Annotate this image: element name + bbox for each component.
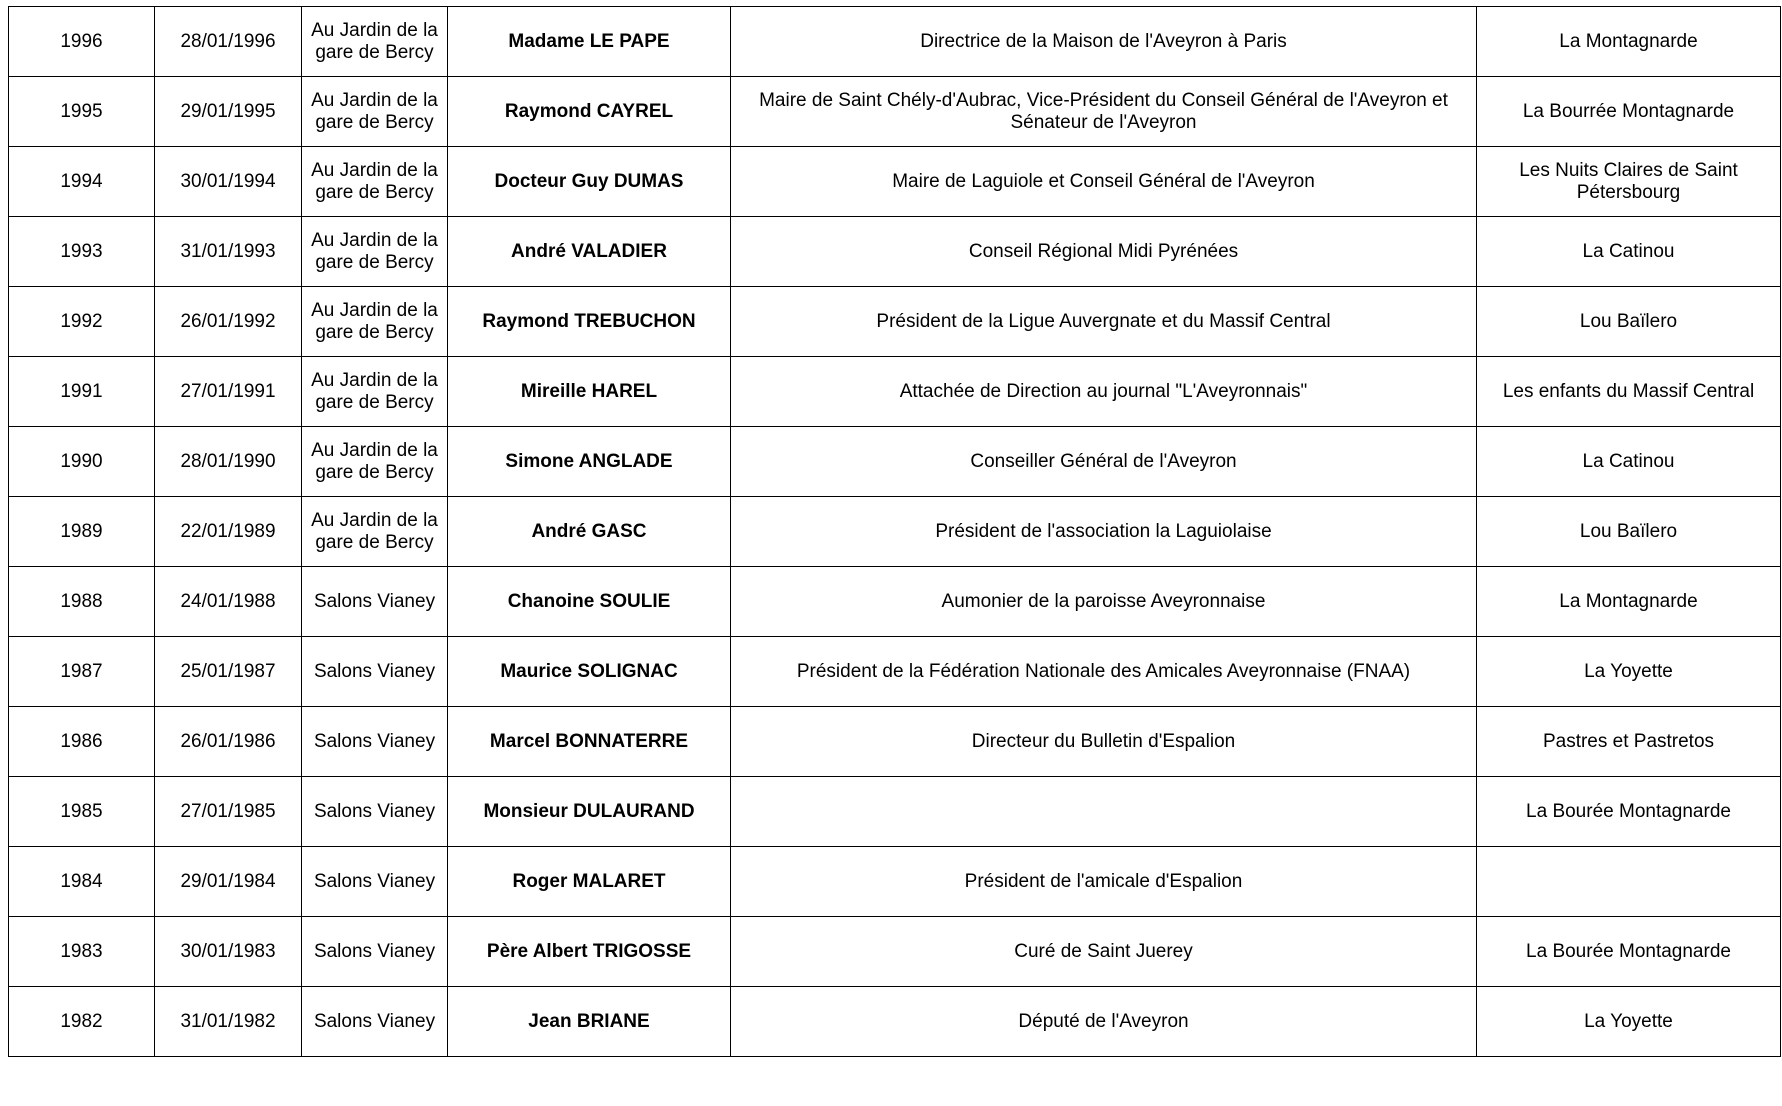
- year-cell: 1986: [9, 707, 155, 777]
- venue-cell: Salons Vianey: [302, 987, 448, 1057]
- honoree-name-cell: Roger MALARET: [448, 847, 731, 917]
- honoree-title-cell: Directrice de la Maison de l'Aveyron à Paris: [731, 7, 1477, 77]
- music-cell: Les Nuits Claires de Saint Pétersbourg: [1477, 147, 1781, 217]
- honoree-name-cell: Jean BRIANE: [448, 987, 731, 1057]
- honoree-name-cell: Père Albert TRIGOSSE: [448, 917, 731, 987]
- year-cell: 1988: [9, 567, 155, 637]
- honoree-name-cell: Docteur Guy DUMAS: [448, 147, 731, 217]
- music-cell: Lou Baïlero: [1477, 287, 1781, 357]
- honoree-name-cell: Madame LE PAPE: [448, 7, 731, 77]
- venue-cell: Salons Vianey: [302, 637, 448, 707]
- table-row: [9, 7, 1781, 77]
- date-cell: 31/01/1982: [155, 987, 302, 1057]
- date-cell: 27/01/1985: [155, 777, 302, 847]
- table-row: [9, 287, 1781, 357]
- date-cell: 25/01/1987: [155, 637, 302, 707]
- year-cell: 1989: [9, 497, 155, 567]
- honoree-name-cell: André GASC: [448, 497, 731, 567]
- table-row: [9, 497, 1781, 567]
- table-row: [9, 987, 1781, 1057]
- table-row: [9, 217, 1781, 287]
- venue-cell: Au Jardin de la gare de Bercy: [302, 77, 448, 147]
- year-cell: 1983: [9, 917, 155, 987]
- table-row: [9, 427, 1781, 497]
- date-cell: 28/01/1996: [155, 7, 302, 77]
- year-cell: 1992: [9, 287, 155, 357]
- date-cell: 24/01/1988: [155, 567, 302, 637]
- venue-cell: Salons Vianey: [302, 917, 448, 987]
- date-cell: 26/01/1986: [155, 707, 302, 777]
- music-cell: Les enfants du Massif Central: [1477, 357, 1781, 427]
- table-row: [9, 357, 1781, 427]
- honoree-title-cell: Président de l'association la Laguiolaise: [731, 497, 1477, 567]
- year-cell: 1985: [9, 777, 155, 847]
- table-row: [9, 847, 1781, 917]
- year-cell: 1993: [9, 217, 155, 287]
- year-cell: 1987: [9, 637, 155, 707]
- date-cell: 31/01/1993: [155, 217, 302, 287]
- venue-cell: Au Jardin de la gare de Bercy: [302, 497, 448, 567]
- honoree-title-cell: Curé de Saint Juerey: [731, 917, 1477, 987]
- table-body: [9, 7, 1781, 1057]
- honoree-title-cell: Maire de Saint Chély-d'Aubrac, Vice-Président du Conseil Général de l'Aveyron et Sénateur de l'Aveyron: [731, 77, 1477, 147]
- music-cell: La Montagnarde: [1477, 567, 1781, 637]
- honoree-title-cell: Aumonier de la paroisse Aveyronnaise: [731, 567, 1477, 637]
- honoree-name-cell: André VALADIER: [448, 217, 731, 287]
- music-cell: La Catinou: [1477, 217, 1781, 287]
- year-cell: 1996: [9, 7, 155, 77]
- music-cell: Pastres et Pastretos: [1477, 707, 1781, 777]
- venue-cell: Salons Vianey: [302, 707, 448, 777]
- table-row: [9, 637, 1781, 707]
- honoree-title-cell: Maire de Laguiole et Conseil Général de l'Aveyron: [731, 147, 1477, 217]
- honoree-title-cell: [731, 777, 1477, 847]
- honoree-name-cell: Raymond CAYREL: [448, 77, 731, 147]
- history-table: [8, 6, 1781, 1057]
- table-row: [9, 567, 1781, 637]
- music-cell: [1477, 847, 1781, 917]
- venue-cell: Au Jardin de la gare de Bercy: [302, 217, 448, 287]
- venue-cell: Au Jardin de la gare de Bercy: [302, 287, 448, 357]
- honoree-name-cell: Raymond TREBUCHON: [448, 287, 731, 357]
- year-cell: 1990: [9, 427, 155, 497]
- date-cell: 29/01/1995: [155, 77, 302, 147]
- honoree-name-cell: Chanoine SOULIE: [448, 567, 731, 637]
- venue-cell: Salons Vianey: [302, 847, 448, 917]
- honoree-title-cell: Attachée de Direction au journal "L'Aveyronnais": [731, 357, 1477, 427]
- music-cell: La Bourée Montagnarde: [1477, 777, 1781, 847]
- date-cell: 28/01/1990: [155, 427, 302, 497]
- year-cell: 1982: [9, 987, 155, 1057]
- table-row: [9, 917, 1781, 987]
- year-cell: 1991: [9, 357, 155, 427]
- table-row: [9, 77, 1781, 147]
- date-cell: 22/01/1989: [155, 497, 302, 567]
- table-row: [9, 707, 1781, 777]
- document-sheet: [8, 6, 1781, 1057]
- honoree-title-cell: Député de l'Aveyron: [731, 987, 1477, 1057]
- honoree-title-cell: Président de la Fédération Nationale des Amicales Aveyronnaise (FNAA): [731, 637, 1477, 707]
- venue-cell: Salons Vianey: [302, 567, 448, 637]
- music-cell: La Catinou: [1477, 427, 1781, 497]
- honoree-title-cell: Président de la Ligue Auvergnate et du Massif Central: [731, 287, 1477, 357]
- year-cell: 1995: [9, 77, 155, 147]
- music-cell: La Bourrée Montagnarde: [1477, 77, 1781, 147]
- date-cell: 27/01/1991: [155, 357, 302, 427]
- year-cell: 1994: [9, 147, 155, 217]
- honoree-name-cell: Marcel BONNATERRE: [448, 707, 731, 777]
- venue-cell: Au Jardin de la gare de Bercy: [302, 147, 448, 217]
- honoree-title-cell: Conseil Régional Midi Pyrénées: [731, 217, 1477, 287]
- venue-cell: Au Jardin de la gare de Bercy: [302, 357, 448, 427]
- venue-cell: Au Jardin de la gare de Bercy: [302, 427, 448, 497]
- honoree-title-cell: Directeur du Bulletin d'Espalion: [731, 707, 1477, 777]
- year-cell: 1984: [9, 847, 155, 917]
- music-cell: Lou Baïlero: [1477, 497, 1781, 567]
- honoree-name-cell: Simone ANGLADE: [448, 427, 731, 497]
- venue-cell: Salons Vianey: [302, 777, 448, 847]
- music-cell: La Bourée Montagnarde: [1477, 917, 1781, 987]
- honoree-title-cell: Président de l'amicale d'Espalion: [731, 847, 1477, 917]
- date-cell: 26/01/1992: [155, 287, 302, 357]
- venue-cell: Au Jardin de la gare de Bercy: [302, 7, 448, 77]
- date-cell: 29/01/1984: [155, 847, 302, 917]
- music-cell: La Yoyette: [1477, 637, 1781, 707]
- table-row: [9, 777, 1781, 847]
- honoree-name-cell: Maurice SOLIGNAC: [448, 637, 731, 707]
- honoree-title-cell: Conseiller Général de l'Aveyron: [731, 427, 1477, 497]
- date-cell: 30/01/1983: [155, 917, 302, 987]
- music-cell: La Yoyette: [1477, 987, 1781, 1057]
- music-cell: La Montagnarde: [1477, 7, 1781, 77]
- honoree-name-cell: Monsieur DULAURAND: [448, 777, 731, 847]
- date-cell: 30/01/1994: [155, 147, 302, 217]
- honoree-name-cell: Mireille HAREL: [448, 357, 731, 427]
- table-row: [9, 147, 1781, 217]
